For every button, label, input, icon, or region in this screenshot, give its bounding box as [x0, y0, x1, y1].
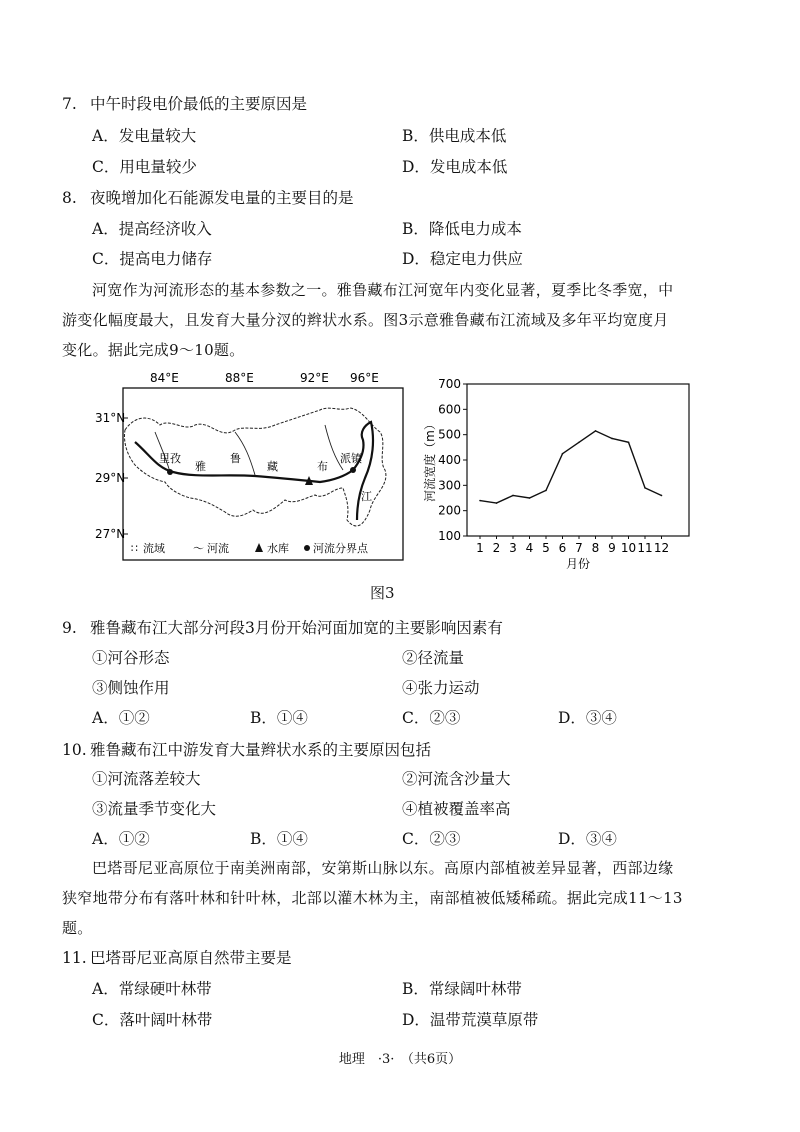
series-line-river-width — [480, 431, 662, 503]
q8-number: 8. — [62, 189, 77, 207]
x-tick-label: 9 — [608, 541, 616, 555]
legend-point-symbol — [304, 545, 310, 551]
q11-option-a: A．常绿硬叶林带 — [92, 980, 212, 998]
data-point — [578, 441, 580, 443]
data-point — [512, 495, 514, 497]
legend-point: 河流分界点 — [313, 542, 368, 555]
label-zang: 藏 — [267, 460, 278, 473]
q11-stem-text: 巴塔哥尼亚高原自然带主要是 — [90, 949, 292, 967]
q9-factor-3: ③侧蚀作用 — [92, 679, 170, 697]
q7-option-c: C．用电量较少 — [92, 158, 197, 176]
label-lu: 鲁 — [230, 452, 241, 465]
legend-reservoir: 水库 — [267, 542, 289, 555]
q11-option-c: C．落叶阔叶林带 — [92, 1011, 213, 1029]
data-point — [628, 441, 630, 443]
legend-basin: 流域 — [143, 542, 165, 555]
x-tick-label: 12 — [653, 541, 670, 555]
passage1-line-1: 河宽作为河流形态的基本参数之一。雅鲁藏布江河宽年内变化显著，夏季比冬季宽，中 — [92, 281, 674, 299]
q11-option-b: B．常绿阔叶林带 — [402, 980, 522, 998]
q7-stem-text: 中午时段电价最低的主要原因是 — [90, 95, 308, 113]
q8-stem-text: 夜晚增加化石能源发电量的主要目的是 — [90, 189, 354, 207]
q7-stem — [62, 94, 307, 114]
x-tick-label: 7 — [575, 541, 583, 555]
chart-frame — [467, 384, 689, 536]
data-point — [545, 490, 547, 492]
q9-option-b: B．①④ — [250, 709, 308, 727]
map-legend — [131, 541, 369, 555]
y-tick-label: 600 — [438, 402, 461, 417]
passage2-line-3: 题。 — [62, 919, 93, 937]
x-tick-label: 2 — [492, 541, 501, 555]
label-rikaze: 里孜 — [159, 452, 181, 465]
q8-option-c: C．提高电力储存 — [92, 250, 213, 268]
q10-option-c: C．②③ — [402, 830, 461, 848]
q10-number: 10. — [62, 741, 87, 759]
q11-number: 11. — [62, 949, 87, 967]
q7-option-b: B．供电成本低 — [402, 127, 507, 145]
map-lat-27: 27°N — [95, 527, 126, 541]
y-tick-label: 500 — [438, 427, 461, 442]
x-tick-label: 4 — [525, 541, 534, 555]
passage2-line-2: 狭窄地带分布有落叶林和针叶林，北部以灌木林为主，南部植被低矮稀疏。据此完成11～13 — [62, 889, 683, 907]
q8-option-a: A．提高经济收入 — [92, 220, 212, 238]
map-lat-29: 29°N — [95, 471, 126, 485]
x-tick-label: 1 — [476, 541, 484, 555]
q9-option-c: C．②③ — [402, 709, 461, 727]
x-tick-label: 5 — [542, 541, 550, 555]
river-width-chart — [422, 372, 692, 572]
figure-caption: 图3 — [370, 584, 395, 602]
q9-number: 9. — [62, 619, 77, 637]
y-tick-label: 100 — [438, 529, 461, 543]
x-tick-label: 11 — [637, 541, 653, 555]
page-footer: 地理 ·3· （共6页） — [338, 1052, 462, 1067]
q8-option-d: D．稳定电力供应 — [402, 250, 523, 268]
q7-number: 7. — [62, 95, 77, 113]
q9-factor-4: ④张力运动 — [402, 679, 480, 697]
map-lon-96: 96°E — [350, 371, 379, 385]
map-lon-88: 88°E — [225, 371, 254, 385]
q10-option-b: B．①④ — [250, 830, 308, 848]
x-tick-label: 10 — [620, 541, 637, 555]
x-tick-label: 3 — [509, 541, 517, 555]
map-lat-31: 31°N — [95, 411, 126, 425]
q8-option-b: B．降低电力成本 — [402, 220, 522, 238]
q9-option-d: D．③④ — [558, 709, 617, 727]
passage1-line-3: 变化。据此完成9～10题。 — [62, 341, 245, 359]
passage2-line-1: 巴塔哥尼亚高原位于南美洲南部，安第斯山脉以东。高原内部植被差异显著，西部边缘 — [92, 859, 674, 877]
y-tick-label: 300 — [438, 478, 461, 493]
q11-stem — [62, 948, 292, 968]
legend-river-symbol: 〜 — [193, 542, 204, 555]
legend-river: 河流 — [207, 542, 229, 555]
chart-xlabel: 月份 — [565, 557, 591, 571]
chart-ylabel: 河流宽度（m） — [423, 418, 437, 502]
q10-factor-2: ②河流含沙量大 — [402, 770, 511, 788]
boundary-point-east — [350, 467, 356, 473]
q11-option-d: D．温带荒漠草原带 — [402, 1011, 539, 1029]
y-tick-label: 700 — [438, 377, 461, 391]
q8-stem — [62, 188, 354, 208]
x-tick-label: 8 — [591, 541, 600, 555]
label-jiang: 江 — [361, 490, 372, 503]
y-tick-label: 400 — [438, 453, 461, 467]
x-tick-label: 6 — [558, 541, 567, 555]
q7-option-d: D．发电成本低 — [402, 158, 508, 176]
q9-stem-text: 雅鲁藏布江大部分河段3月份开始河面加宽的主要影响因素有 — [90, 619, 503, 637]
map-lon-92: 92°E — [300, 371, 329, 385]
data-point — [661, 495, 663, 497]
label-bu: 布 — [317, 460, 328, 473]
q9-factor-1: ①河谷形态 — [92, 649, 170, 667]
map-lon-84: 84°E — [150, 371, 179, 385]
data-point — [595, 430, 597, 432]
river-basin-map — [95, 370, 405, 570]
label-ya: 雅 — [195, 460, 206, 473]
q9-factor-2: ②径流量 — [402, 649, 465, 667]
data-point — [644, 487, 646, 489]
data-point — [496, 502, 498, 504]
q10-stem-text: 雅鲁藏布江中游发育大量辫状水系的主要原因包括 — [90, 741, 432, 759]
q9-option-a: A．①② — [92, 709, 150, 727]
y-tick-label: 200 — [438, 503, 461, 518]
q10-option-a: A．①② — [92, 830, 150, 848]
map-frame — [123, 388, 403, 560]
legend-basin-symbol: ∷ — [131, 542, 138, 555]
q10-factor-1: ①河流落差较大 — [92, 770, 201, 788]
q7-option-a: A．发电量较大 — [92, 127, 197, 145]
data-point — [611, 438, 613, 440]
q9-stem — [62, 618, 503, 638]
q10-stem — [62, 740, 431, 760]
data-point — [529, 497, 531, 499]
q10-factor-4: ④植被覆盖率高 — [402, 800, 511, 818]
data-point — [479, 500, 481, 502]
passage1-line-2: 游变化幅度最大，且发育大量分汊的辫状水系。图3示意雅鲁藏布江流域及多年平均宽度月 — [62, 311, 669, 329]
q10-option-d: D．③④ — [558, 830, 617, 848]
legend-reservoir-symbol — [255, 543, 263, 552]
boundary-point-west — [167, 469, 173, 475]
label-paizhen: 派镇 — [340, 452, 362, 465]
q10-factor-3: ③流量季节变化大 — [92, 800, 217, 818]
data-point — [562, 453, 564, 455]
